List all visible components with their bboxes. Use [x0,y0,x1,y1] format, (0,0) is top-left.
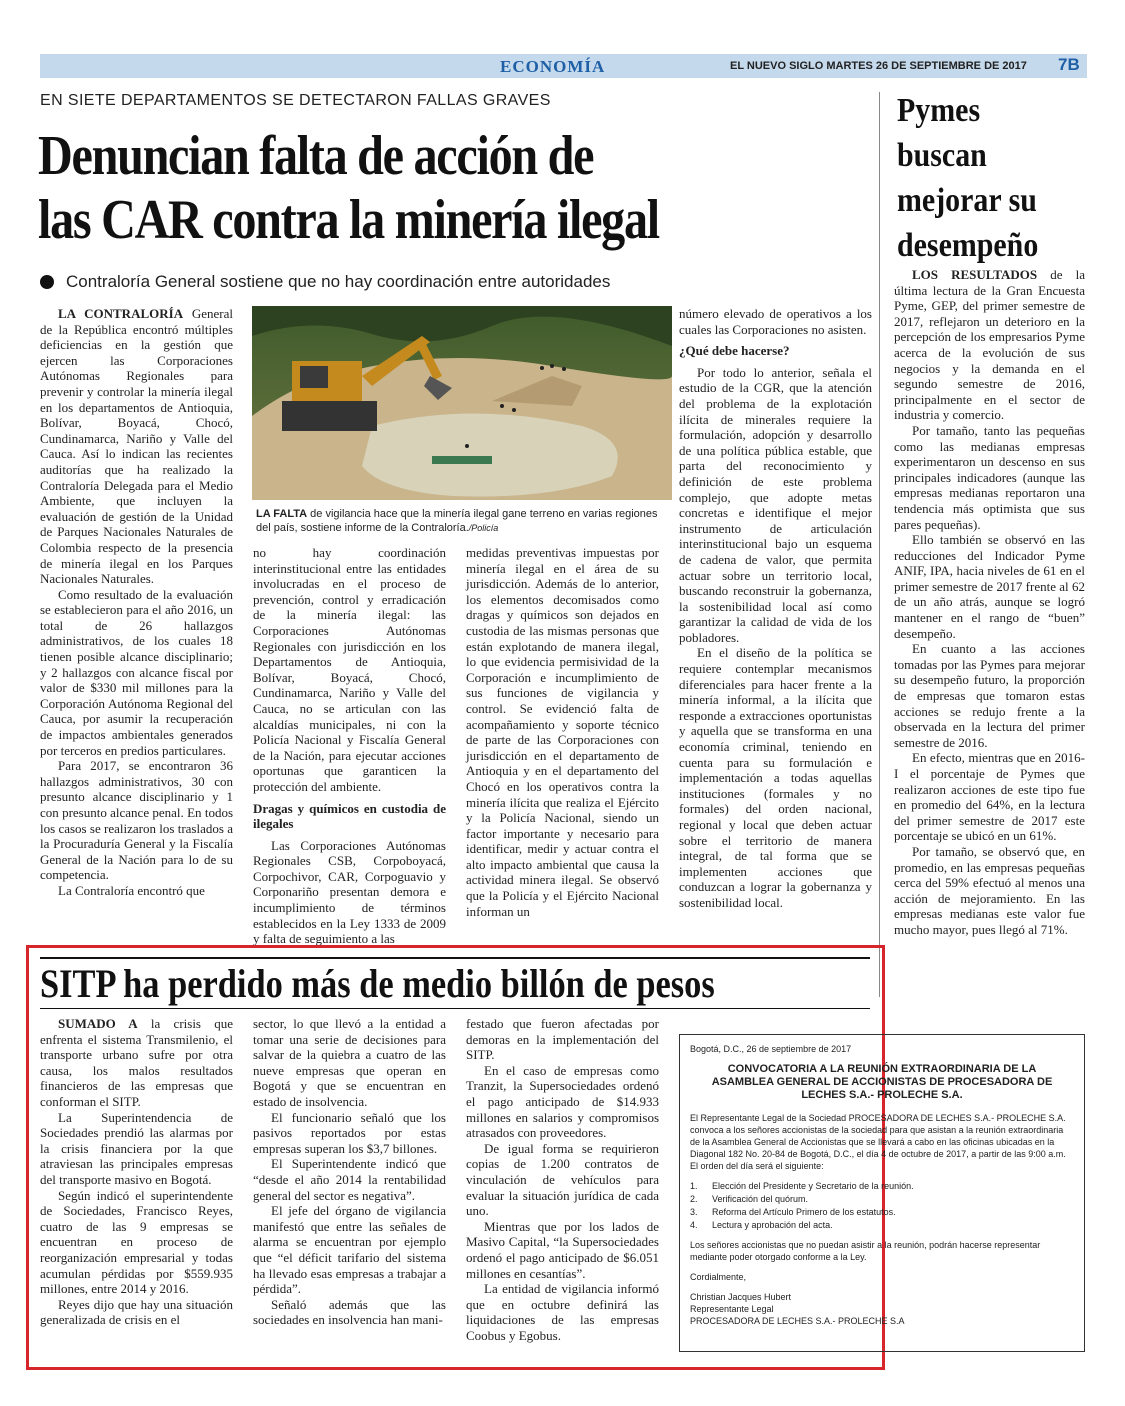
paragraph: El funcionario señaló que los pasivos reportados por estas empresas superan los $3,7 billones. [253,1109,446,1156]
paragraph: La entidad de vigilancia informó que en octubre definirá las liquidaciones de las empresas Coobus y Egobus. [466,1281,659,1343]
paragraph: festado que fueron afectadas por demoras en la implementación del SITP. [466,1016,659,1063]
paragraph: General de la República encontró múltiples deficiencias en la gestión que ejercen las Corporaciones Autónomas Regionales para prevenir y controlar la minería ilegal en los departamentos de Antioquia, Bolívar, Boyacá, Chocó, Cundinamarca, Nariño y Valle del Cauca. Así lo indican las recientes auditorías que ha realizado la Contraloría Delegada para el Medio Ambiente, que incluyen la evaluación de gestión de la Unidad de Parques Nacionales Naturales de Colombia respecto de la presencia de minería ilegal en los Parques Nacionales Naturales. [40,306,233,587]
paragraph: En efecto, mientras que en 2016-I el porcentaje de Pymes que realizaron acciones de este tipo fue en promedio del 64%, en la lectura del primer semestre de 2017 este porcentaje se ubicó en un 61%. [894,750,1085,844]
shareholders-meeting-notice [679,1034,1085,1352]
agenda-text: Elección del Presidente y Secretario de la reunión. [712,1181,914,1191]
rule [40,1008,870,1009]
article-subtitle: Dragas y químicos en custodia de ilegales [253,800,446,832]
agenda-item [690,1219,1074,1231]
paragraph: De igual forma se requirieron copias de 1.200 contratos de vinculación de vehículos para evaluar la situación jurídica de cada uno. [466,1140,659,1219]
agenda-item [690,1180,1074,1192]
lead-in: LOS RESULTADOS [912,267,1038,282]
bullet-icon [40,275,54,289]
agenda-text: Lectura y aprobación del acta. [712,1220,833,1230]
article-column-3 [466,545,659,919]
sidebar-headline [897,88,1064,268]
sitp-column-2 [253,1016,446,1328]
mining-photo [252,306,672,500]
article-column-1 [40,306,233,899]
agenda-number: 2. [690,1194,698,1204]
sitp-column-3 [466,1016,659,1343]
article-kicker: EN SIETE DEPARTAMENTOS SE DETECTARON FALLAS GRAVES [40,92,551,109]
paragraph: La Superintendencia de Sociedades prendió las alarmas por la crisis financiera por la que atraviesan las principales empresas del transporte masivo en Bogotá. [40,1109,233,1187]
notice-role: Representante Legal [690,1304,774,1314]
photo-caption [256,507,666,535]
paragraph: Reyes dijo que hay una situación generalizada de crisis en el [40,1296,233,1328]
sitp-headline: SITP ha perdido más de medio billón de pesos [40,961,715,1006]
headline-line: las CAR contra la minería ilegal [38,189,659,251]
notice-date: Bogotá, D.C., 26 de septiembre de 2017 [690,1044,852,1054]
notice-signer: Christian Jacques Hubert [690,1292,792,1302]
article-subhead [40,272,610,292]
article-column-4 [679,306,872,911]
agenda-text: Reforma del Artículo Primero de los estatutos. [712,1207,896,1217]
headline-line: buscan [897,137,987,174]
paragraph: Señaló además que las sociedades en insolvencia han mani- [253,1296,446,1328]
agenda-number: 4. [690,1220,698,1230]
headline-line: desempeño [897,227,1039,264]
paragraph: El jefe del órgano de vigilancia manifestó que entre las señales de alarma se encuentran por ejemplo que “el déficit tarifario del sistema ha llevado esas empresas a trabajar a pérdida”. [253,1203,446,1297]
paragraph: Ello también se observó en las reducciones del Indicador Pyme ANIF, IPA, hacia niveles de 61 en el primer semestre de 2017 frente al 62 de un año atrás, aunque se logró mantener en el rango de “buen” desempeño. [894,532,1085,641]
headline-line: Denuncian falta de acción de [38,125,594,187]
notice-proxy-note: Los señores accionistas que no puedan asistir a la reunión, podrán hacerse representar mediante poder otorgado conforme a la Ley. [690,1240,1041,1262]
paragraph: Para 2017, se encontraron 36 hallazgos administrativos, 30 con presunto alcance disciplinario y 1 con presunto alcance penal. En todos los casos se realizaron los traslados a la Procuraduría General y la Fiscalía General de la Nación para lo de su competencia. [40,758,233,883]
caption-lead: LA FALTA [256,508,308,520]
caption-text: de vigilancia hace que la minería ilegal gane terreno en varias regiones del país, sostiene informe de la Contraloría. [256,508,658,534]
article-headline [38,124,760,252]
lead-in: LA CONTRALORÍA [58,306,184,321]
excavator-illustration [252,306,672,500]
page-number: 7B [1058,55,1080,74]
paragraph: En el caso de empresas como Tranzit, la Supersociedades ordenó el pago anticipado de $14.933 millones en salarios y compromisos atrasados con proveedores. [466,1062,659,1141]
paragraph: El Superintendente indicó que “desde el año 2014 la rentabilidad general del sector es negativa”. [253,1156,446,1203]
paragraph: medidas preventivas impuestas por minería ilegal en el área de su jurisdicción. Además de lo anterior, los elementos decomisados como dragas y químicos son dejados en custodia de las mismas personas que están explotando de manera ilegal, lo que evidencia permisividad de la Corporación e incumplimiento de sus funciones de vigilancia y control. Se evidenció falta de acompañamiento y soporte técnico de parte de las Corporaciones con jurisdicción en el departamento de Antioquia y en el departamento del Chocó en los operativos contra la minería ilícita que realiza el Ejército y la Policía Nacional, siendo un factor importante y necesario para identificar, medir y actuar contra el alto impacto ambiental que causa la actividad minera ilegal. Se observó que la Policía y el Ejército Nacional informan un [466,545,659,919]
sidebar-column [894,267,1085,938]
agenda-item [690,1206,1074,1218]
agenda-item [690,1193,1074,1205]
lead-in: SUMADO A [58,1016,138,1031]
paragraph: no hay coordinación interinstitucional entre las entidades involucradas en el proceso de prevención, control y erradicación de la minería ilegal: las Corporaciones Autónomas Regionales con jurisdicción en los Departamentos de Antioquia, Bolívar, Boyacá, Chocó, Cundinamarca, Nariño y Valle del Cauca, no se articulan con las alcaldías municipales, ni con la Policía Nacional y Fiscalía General de la Nación, para ejecutar acciones oportunas que garanticen la protección del ambiente. [253,545,446,794]
section-name: ECONOMÍA [500,57,606,76]
headline-line: mejorar su [897,182,1037,219]
agenda-list [690,1180,1074,1231]
paragraph: Por tamaño, se observó que, en promedio, en las empresas pequeñas cerca del 59% efectuó al menos una acción de mejoramiento. En las empresas medianas este valor fue mucho mayor, pues llegó al 71%. [894,843,1085,937]
paragraph: la crisis que enfrenta el sistema Transmilenio, el transporte urbano sufre por otra causa, los malos resultados financieros de las empresas que conforman el SITP. [40,1016,233,1109]
paragraph: Según indicó el superintendente de Sociedades, Francisco Reyes, cuatro de las 9 empresas se encuentran en proceso de reorganización empresarial y todas acumulan pérdidas por $559.935 millones, entre 2014 y 2016. [40,1187,233,1297]
agenda-number: 1. [690,1181,698,1191]
paragraph: Por todo lo anterior, señala el estudio de la CGR, que la atención del problema de la explotación ilícita de minerales requiere la formulación, adopción y desarrollo de una política pública estable, que parta del reconocimiento y definición de este problema complejo, que adopte metas concretas e identifique el mejor instrumento de articulación interinstitucional bajo un esquema de cadena de valor, que permita actuar sobre un territorio local, buscando reconstruir la gobernanza, la sostenibilidad local así como garantizar la calidad de vida de los pobladores. [679,364,872,645]
paragraph: Las Corporaciones Autónomas Regionales CSB, Corpoboyacá, Corpochivor, CAR, Corpoguavio y Corponariño presentan demora e incumplimiento de términos establecidos en la Ley 1333 de 2009 y falta de seguimiento a las [253,837,446,947]
headline-line: Pymes [897,92,981,129]
photo-credit: /Policía [468,523,499,533]
paragraph: número elevado de operativos a los cuales las Corporaciones no asisten. [679,306,872,337]
newspaper-date-line: EL NUEVO SIGLO MARTES 26 DE SEPTIEMBRE DE 2017 [730,60,1027,72]
sitp-column-1 [40,1016,233,1328]
notice-closing: Cordialmente, [690,1272,747,1282]
notice-body: El Representante Legal de la Sociedad PROCESADORA DE LECHES S.A.- PROLECHE S.A. convoca a los señores accionistas de la sociedad para que asistan a la reunión extraordinaria de la Asamblea General de Accionistas que se llevará a cabo en las oficinas ubicadas en la Diagonal 182 No. 20-84 de Bogotá, D.C., el día 4 de octubre de 2017, a partir de las 9:00 a.m. El orden del día será el siguiente: [690,1113,1066,1171]
agenda-text: Verificación del quórum. [712,1194,809,1204]
paragraph: sector, lo que llevó a la entidad a tomar una serie de decisiones para salvar de la quiebra a cuatro de las nueve empresas que operan en Bogotá y que se encuentran en estado de insolvencia. [253,1016,446,1109]
column-divider [879,92,880,997]
article-subtitle: ¿Qué debe hacerse? [679,343,790,359]
paragraph: Por tamaño, tanto las pequeñas como las medianas empresas experimentaron un descenso en sus principales indicadores (aunque las empresas medianas reportaron una tendencia más optimista que sus pares pequeñas). [894,422,1085,532]
notice-company: PROCESADORA DE LECHES S.A.- PROLECHE S.A [690,1316,905,1326]
agenda-number: 3. [690,1207,698,1217]
notice-title: CONVOCATORIA A LA REUNIÓN EXTRAORDINARIA DE LA ASAMBLEA GENERAL DE ACCIONISTAS DE PROCESADORA DE LECHES S.A.- PROLECHE S.A. [711,1063,1053,1101]
paragraph: de la última lectura de la Gran Encuesta Pyme, GEP, del primer semestre de 2017, reflejaron un deterioro en la percepción de los empresarios Pyme acerca de la evolución de sus negocios y la demanda en el segundo semestre de 2016, principalmente en el sector de industria y comercio. [894,267,1085,423]
paragraph: Como resultado de la evaluación se establecieron para el año 2016, un total de 26 hallazgos administrativos, de los cuales 18 tienen posible alcance disciplinario; y 2 hallazgos con alcance fiscal por valor de $330 mil millones para la Corporación Autónoma Regional del Cauca, por asumir la recuperación de impactos ambientales generados por terceros en predios particulares. [40,586,233,758]
paragraph: En el diseño de la política se requiere contemplar mecanismos diferenciales para hacer frente a la minería informal, a la ilícita que responde a extracciones oportunistas y aquella que se transforma en una economía criminal, teniendo en cuenta para su formulación e implementación a todas aquellas instituciones (formales y no formales) del orden nacional, regional y local que deben actuar sobre el territorio de manera integral, de tal forma que se implementen acciones que conduzcan a lograr la gobernanza y sostenibilidad local. [679,645,872,910]
paragraph: La Contraloría encontró que [58,882,205,898]
paragraph: En cuanto a las acciones tomadas por las Pymes para mejorar su desempeño futuro, la proporción de empresas que tomaron estas acciones se redujo frente a la observada en la lectura del primer semestre de 2016. [894,641,1085,750]
subhead-text: Contraloría General sostiene que no hay coordinación entre autoridades [66,272,611,291]
article-column-2 [253,545,446,947]
paragraph: Mientras que por los lados de Masivo Capital, “la Supersociedades ordenó el pago anticipado de $6.051 millones en cesantías”. [466,1218,659,1281]
